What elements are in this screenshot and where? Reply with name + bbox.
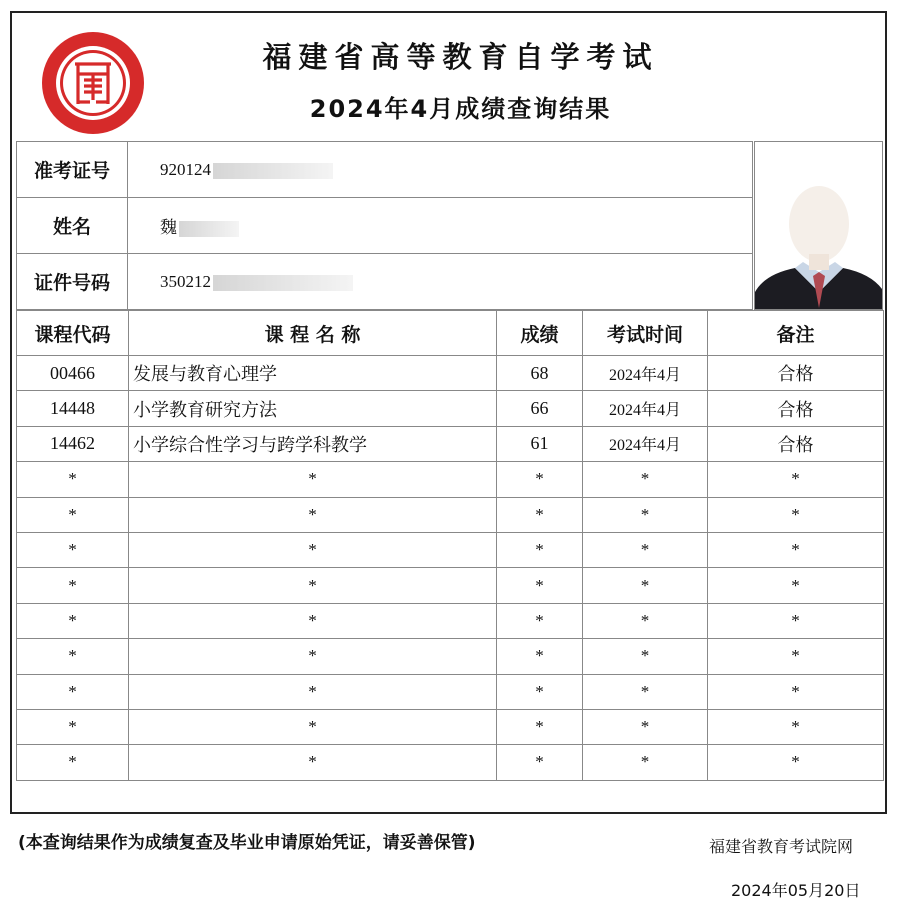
header-score: 成绩 [497,311,583,356]
candidate-portrait-icon [755,142,883,310]
exam-time: * [583,462,708,497]
course-score: 68 [497,356,583,391]
exam-time: * [583,709,708,744]
redaction-blur [213,275,353,291]
course-code: * [17,709,129,744]
table-row [17,497,884,532]
course-rows [17,356,884,781]
course-remark: 合格 [708,426,884,461]
course-score: * [497,462,583,497]
course-name: * [129,603,497,638]
issuer-name: 福建省教育考试院网 [709,837,854,856]
course-code: * [17,568,129,603]
course-name: * [129,462,497,497]
table-row [17,745,884,780]
course-results-table [16,310,884,781]
course-code: * [17,639,129,674]
course-score: * [497,532,583,567]
table-row [17,568,884,603]
candidate-photo [754,141,883,310]
candidate-cert-label: 证件号码 [17,254,128,310]
exam-time: * [583,497,708,532]
issue-date: 2024年05月20日 [731,881,861,900]
table-row [17,709,884,744]
candidate-cert-value: 350212 [160,271,211,291]
course-code: * [17,532,129,567]
result-document [10,11,887,814]
course-name: * [129,532,497,567]
course-code: * [17,674,129,709]
course-remark: 合格 [708,391,884,426]
course-name: * [129,497,497,532]
course-code: 14448 [17,391,129,426]
course-remark: * [708,568,884,603]
exam-time: * [583,674,708,709]
course-score: 66 [497,391,583,426]
header-exam-time: 考试时间 [583,311,708,356]
course-remark: * [708,674,884,709]
candidate-cert-row [17,254,753,310]
table-row [17,603,884,638]
course-score: * [497,674,583,709]
table-row [17,356,884,391]
header-course-name: 课 程 名 称 [129,311,497,356]
header-remark: 备注 [708,311,884,356]
course-score: * [497,568,583,603]
exam-time: * [583,603,708,638]
course-name: * [129,709,497,744]
course-score: 61 [497,426,583,461]
exam-time: * [583,639,708,674]
header-course-code: 课程代码 [17,311,129,356]
course-code: * [17,497,129,532]
course-remark: * [708,709,884,744]
redaction-blur [179,221,239,237]
course-name: 小学教育研究方法 [129,391,497,426]
course-code: * [17,745,129,780]
table-row [17,426,884,461]
candidate-name-label: 姓名 [17,198,128,254]
candidate-id-row [17,142,753,198]
candidate-info-table [16,141,753,310]
candidate-name-row [17,198,753,254]
document-title: 福建省高等教育自学考试 [262,40,659,74]
course-code: 14462 [17,426,129,461]
course-name: 发展与教育心理学 [129,356,497,391]
course-remark: * [708,745,884,780]
exam-time: 2024年4月 [583,356,708,391]
course-score: * [497,603,583,638]
course-remark: * [708,497,884,532]
course-name: * [129,639,497,674]
course-remark: * [708,462,884,497]
table-row [17,462,884,497]
course-remark: * [708,603,884,638]
exam-time: 2024年4月 [583,426,708,461]
course-code: * [17,462,129,497]
course-name: * [129,674,497,709]
course-score: * [497,639,583,674]
candidate-id-label: 准考证号 [17,142,128,198]
course-name: 小学综合性学习与跨学科教学 [129,426,497,461]
redaction-blur [213,163,333,179]
table-row [17,391,884,426]
preservation-note: (本查询结果作为成绩复查及毕业申请原始凭证，请妥善保管) [18,833,476,853]
exam-time: * [583,745,708,780]
course-remark: 合格 [708,356,884,391]
candidate-id-value: 920124 [160,159,211,179]
course-score: * [497,497,583,532]
document-subtitle: 2024年4月成绩查询结果 [309,95,612,123]
course-code: * [17,603,129,638]
course-remark: * [708,639,884,674]
candidate-name-value: 魏 [160,218,177,237]
course-code: 00466 [17,356,129,391]
course-score: * [497,709,583,744]
table-header-row [17,311,884,356]
course-name: * [129,745,497,780]
course-remark: * [708,532,884,567]
exam-time: 2024年4月 [583,391,708,426]
exam-time: * [583,568,708,603]
table-row [17,674,884,709]
table-row [17,639,884,674]
course-score: * [497,745,583,780]
table-row [17,532,884,567]
course-name: * [129,568,497,603]
exam-time: * [583,532,708,567]
